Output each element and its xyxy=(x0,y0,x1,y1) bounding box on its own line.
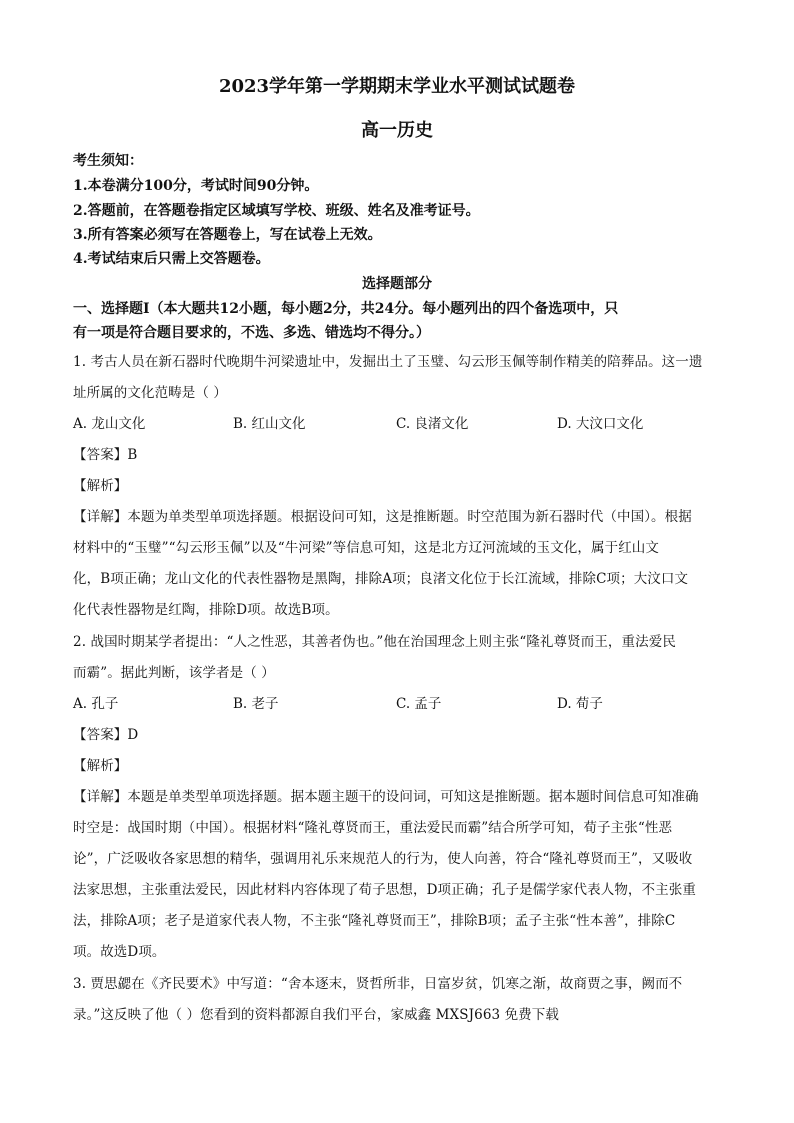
question-1-stem: 址所属的文化范畴是（ ） xyxy=(73,385,227,401)
section-instruction: 有一项是符合题目要求的，不选、多选、错选均不得分。） xyxy=(73,325,430,341)
section-title: 选择题部分 xyxy=(362,276,432,292)
question-3-stem: 3. 贾思勰在《齐民要术》中写道：“舍本逐末，贤哲所非，日富岁贫，饥寒之渐，故商贾之事，阙而不 xyxy=(73,976,683,992)
detail-line: 【详解】本题为单类型单项选择题。根据设问可知，这是推断题。时空范围为新石器时代（中国）。根据 xyxy=(73,509,692,525)
option-a: A. 孔子 xyxy=(73,696,119,712)
detail-line: 化，B项正确；龙山文化的代表性器物是黑陶，排除A项；良渚文化位于长江流域，排除C项；大汶口文 xyxy=(73,571,689,587)
option-b: B. 老子 xyxy=(233,696,279,712)
question-2-stem: 而霸”。据此判断，该学者是（ ） xyxy=(73,665,275,681)
detail-line: 法，排除A项；老子是道家代表人物，不主张“隆礼尊贤而王”，排除B项；孟子主张“性本善”，排除C xyxy=(73,913,676,929)
question-1-stem: 1. 考古人员在新石器时代晚期牛河梁遗址中，发掘出土了玉璧、勾云形玉佩等制作精美的陪葬品。这一遗 xyxy=(73,354,703,370)
analysis-label: 【解析】 xyxy=(73,758,128,774)
option-d: D. 大汶口文化 xyxy=(557,416,644,432)
detail-line: 法家思想，主张重法爱民，因此材料内容体现了荀子思想，D项正确；孔子是儒学家代表人物，不主张重 xyxy=(73,882,696,898)
notice-heading: 考生须知： xyxy=(73,153,143,169)
option-c: C. 良渚文化 xyxy=(396,416,469,432)
detail-line: 【详解】本题是单类型单项选择题。据本题主题干的设问词，可知这是推断题。据本题时间信息可知准确 xyxy=(73,789,699,805)
detail-line: 论”，广泛吸收各家思想的精华，强调用礼乐来规范人的行为，使人向善，符合“隆礼尊贤而王”，又吸收 xyxy=(73,851,693,867)
exam-title: 2023学年第一学期期末学业水平测试试题卷 xyxy=(218,76,576,97)
detail-line: 时空是：战国时期（中国）。根据材料“隆礼尊贤而王，重法爱民而霸”结合所学可知，荀子主张“性恶 xyxy=(73,820,673,836)
answer-label: 【答案】B xyxy=(73,447,138,463)
notice-item: 2.答题前，在答题卷指定区域填写学校、班级、姓名及准考证号。 xyxy=(73,203,480,219)
question-3-stem: 录。”这反映了他（ ）您看到的资料都源自我们平台，家威鑫 MXSJ663 免费下载 xyxy=(73,1007,559,1023)
option-d: D. 荀子 xyxy=(557,696,603,712)
answer-label: 【答案】D xyxy=(73,727,139,743)
notice-item: 1.本卷满分100分，考试时间90分钟。 xyxy=(73,178,319,194)
notice-item: 4.考试结束后只需上交答题卷。 xyxy=(73,251,270,267)
detail-line: 项。故选D项。 xyxy=(73,944,166,960)
analysis-label: 【解析】 xyxy=(73,478,128,494)
option-a: A. 龙山文化 xyxy=(73,416,146,432)
detail-line: 化代表性器物是红陶，排除D项。故选B项。 xyxy=(73,602,339,618)
detail-line: 材料中的“玉璧”“勾云形玉佩”以及“牛河梁”等信息可知，这是北方辽河流域的玉文化，属于红山文 xyxy=(73,540,660,556)
option-b: B. 红山文化 xyxy=(233,416,306,432)
exam-subtitle: 高一历史 xyxy=(361,120,433,141)
option-c: C. 孟子 xyxy=(396,696,442,712)
question-2-stem: 2. 战国时期某学者提出：“人之性恶，其善者伪也。”他在治国理念上则主张“隆礼尊贤而王，重法爱民 xyxy=(73,634,676,650)
section-instruction: 一、选择题Ⅰ（本大题共12小题，每小题2分，共24分。每小题列出的四个备选项中，只 xyxy=(73,301,619,317)
notice-item: 3.所有答案必须写在答题卷上，写在试卷上无效。 xyxy=(73,227,382,243)
